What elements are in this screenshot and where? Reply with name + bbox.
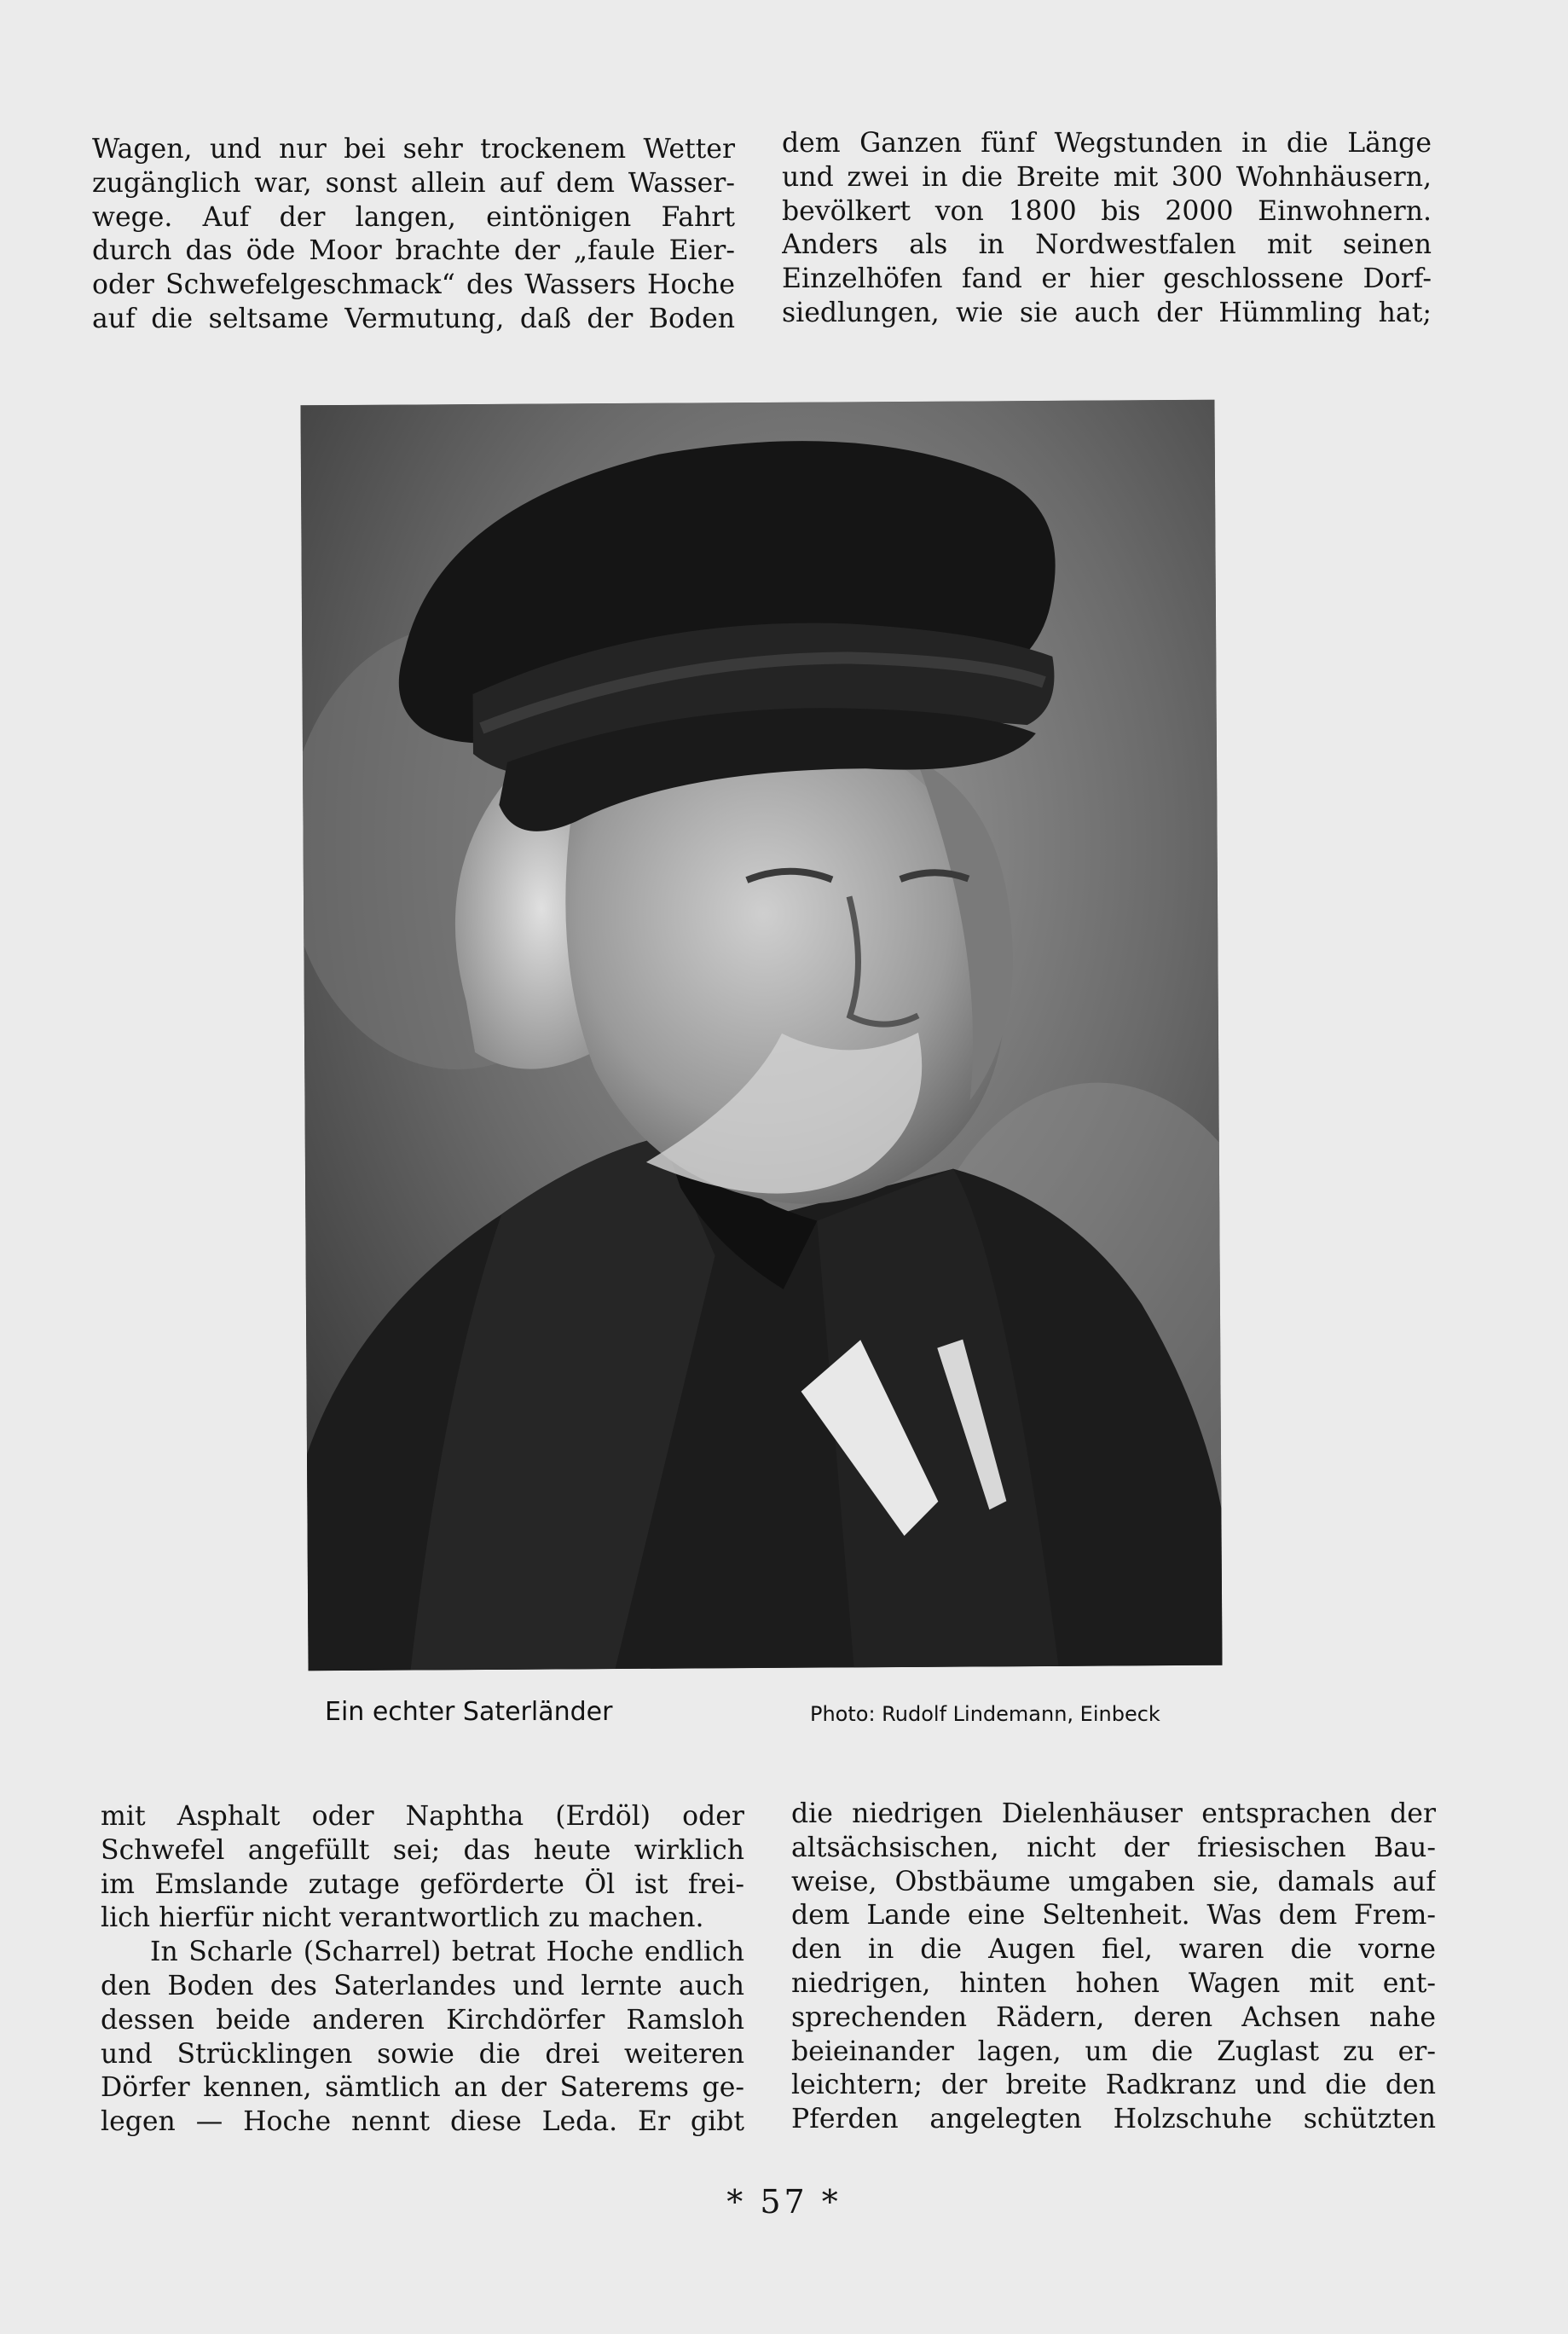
text-line: siedlungen, wie sie auch der Hümmling hat; [782,297,1432,328]
text-line: legen — Hoche nennt diese Leda. Er gibt [101,2106,744,2138]
text-line: Wagen, und nur bei sehr trockenem Wetter [92,134,735,165]
text-line: lich hierfür nicht verantwortlich zu machen. [101,1903,704,1934]
text-line: weise, Obstbäume umgaben sie, damals auf [791,1866,1436,1897]
text-line: dem Lande eine Seltenheit. Was dem Frem- [791,1900,1436,1931]
text-line: wege. Auf der langen, eintönigen Fahrt [92,201,735,233]
text-line: durch das öde Moor brachte der „faule Eier- [92,235,735,267]
text-line: dessen beide anderen Kirchdörfer Ramsloh [101,2004,744,2036]
text-line: Anders als in Nordwestfalen mit seinen [782,229,1432,261]
text-line: im Emslande zutage geförderte Öl ist frei- [101,1868,744,1900]
portrait-photo [300,400,1222,1671]
text-line: und zwei in die Breite mit 300 Wohnhäusern, [782,161,1432,193]
text-line: bevölkert von 1800 bis 2000 Einwohnern. [782,195,1432,227]
text-column-top-right [782,127,1432,331]
photo-caption: Ein echter Saterländer [325,1697,613,1727]
text-line: Pferden angelegten Holzschuhe schützten [791,2104,1436,2135]
text-line: Schwefel angefüllt sei; das heute wirklich [101,1834,744,1866]
text-line: Einzelhöfen fand er hier geschlossene Dorf- [782,264,1432,295]
text-column-bottom-left [101,1800,744,2140]
text-line: In Scharle (Scharrel) betrat Hoche endlich [150,1937,744,1968]
text-line: sprechenden Rädern, deren Achsen nahe [791,2001,1436,2033]
page-number: * 57 * [726,2183,842,2221]
text-line: den in die Augen fiel, waren die vorne [791,1934,1436,1966]
text-line: zugänglich war, sonst allein auf dem Wasser- [92,167,735,199]
photo-credit: Photo: Rudolf Lindemann, Einbeck [810,1702,1160,1726]
text-column-top-left [92,133,735,337]
text-line: den Boden des Saterlandes und lernte auch [101,1970,744,2001]
text-line: dem Ganzen fünf Wegstunden in die Länge [782,128,1432,159]
text-line: niedrigen, hinten hohen Wagen mit ent- [791,1967,1436,1999]
text-line: beieinander lagen, um die Zuglast zu er- [791,2036,1436,2067]
text-line: oder Schwefelgeschmack“ des Wassers Hoche [92,269,735,301]
text-line: Dörfer kennen, sämtlich an der Saterems ge- [101,2072,744,2104]
portrait-illustration [300,400,1222,1671]
text-line: die niedrigen Dielenhäuser entsprachen der [791,1798,1436,1829]
text-line: leichtern; der breite Radkranz und die den [791,2070,1436,2101]
text-line: altsächsischen, nicht der friesischen Bau- [791,1832,1436,1863]
text-line: und Strücklingen sowie die drei weiteren [101,2038,744,2070]
text-line: auf die seltsame Vermutung, daß der Boden [92,303,735,334]
text-column-bottom-right [791,1798,1436,2137]
text-line: mit Asphalt oder Naphtha (Erdöl) oder [101,1801,744,1832]
